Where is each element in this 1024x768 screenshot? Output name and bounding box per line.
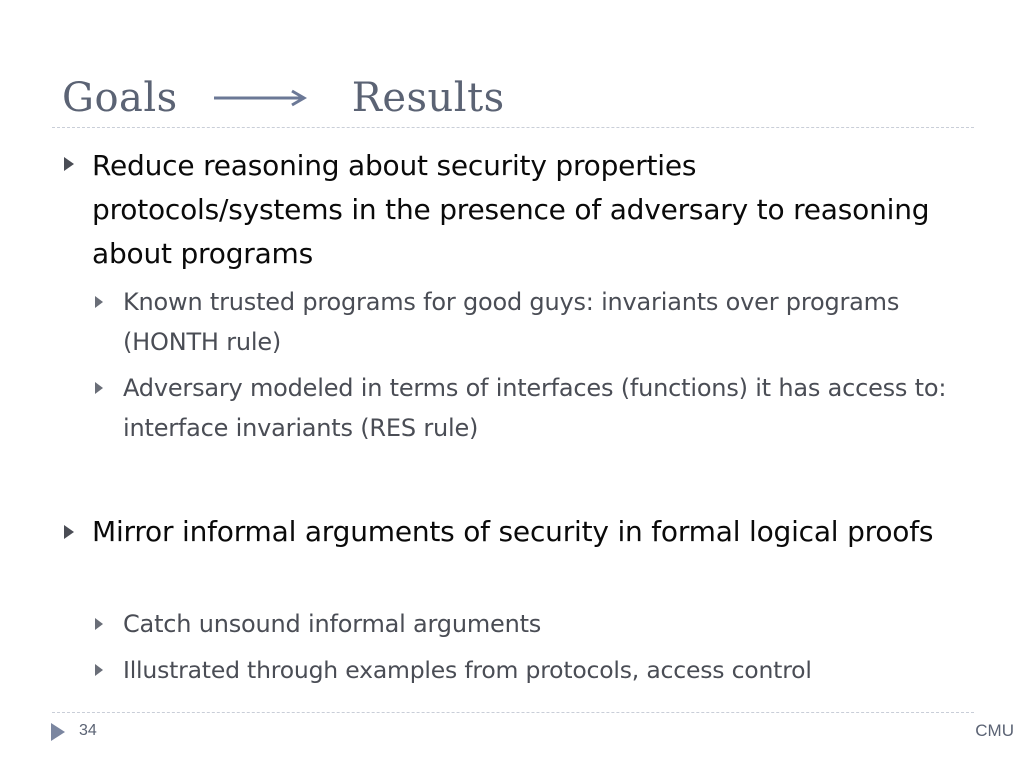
slide-title [62, 70, 505, 126]
triangle-bullet-icon [94, 295, 104, 309]
bullet-main-2: Mirror informal arguments of security in formal logical proofs [92, 515, 934, 548]
bullet-sub-2-1: Catch unsound informal arguments [123, 610, 542, 638]
footer-divider [52, 712, 974, 713]
triangle-footer-icon [50, 722, 66, 742]
title-results: Results [351, 75, 505, 121]
bullet-sub-1-1: Known trusted programs for good guys: invariants over programs (HONTH rule) [123, 288, 900, 356]
bullet-main-1: Reduce reasoning about security properties protocols/systems in the presence of adversary to reasoning about programs [92, 149, 930, 270]
organization-label: CMU [975, 721, 1014, 740]
bullet-sub-1-2: Adversary modeled in terms of interfaces (functions) it has access to: interface invariants (RES rule) [123, 374, 947, 442]
triangle-bullet-icon [63, 524, 75, 540]
triangle-bullet-icon [94, 381, 104, 395]
triangle-bullet-icon [94, 663, 104, 677]
title-goals: Goals [62, 75, 178, 121]
right-arrow-icon [212, 88, 308, 108]
page-number: 34 [79, 722, 97, 739]
triangle-bullet-icon [94, 617, 104, 631]
triangle-bullet-icon [63, 156, 75, 172]
title-divider [52, 127, 974, 128]
bullet-sub-2-2: Illustrated through examples from protocols, access control [123, 656, 812, 684]
